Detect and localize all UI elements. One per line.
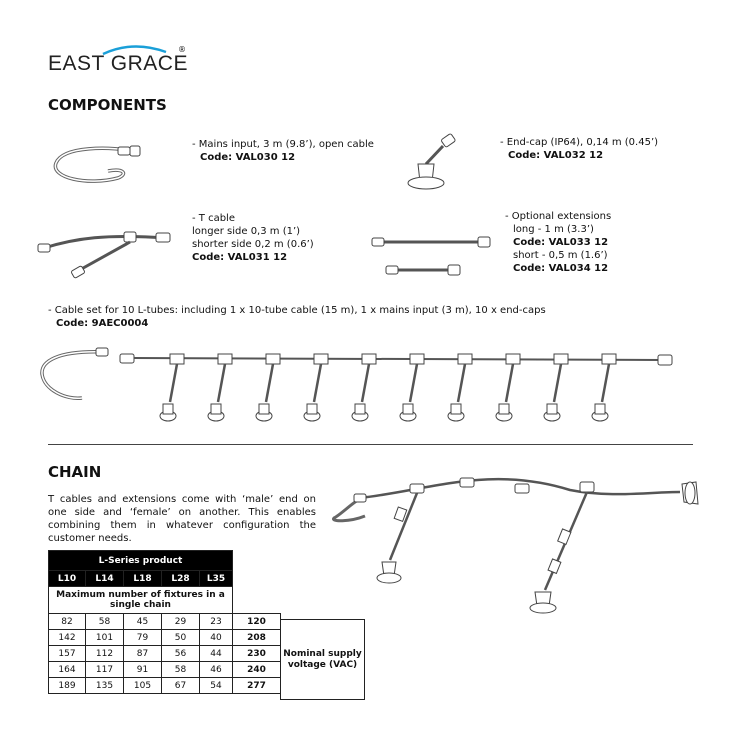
voltage-cell: 230 <box>233 646 281 662</box>
chain-paragraph: T cables and extensions come with ‘male’ end on one side and ‘female’ on another. This enables combining them in whatever configuration the customer needs. <box>48 494 316 544</box>
voltage-cell: 240 <box>233 662 281 678</box>
table-cell: 58 <box>86 614 124 630</box>
table-row <box>49 630 281 646</box>
extensions-illustration <box>370 230 495 280</box>
t-cable-illustration <box>36 220 176 280</box>
product-title-row <box>49 551 281 571</box>
product-header: L35 <box>200 571 233 587</box>
table-cell: 87 <box>124 646 162 662</box>
extensions-short: short - 0,5 m (1.6’) <box>513 250 608 261</box>
section-divider <box>48 444 693 445</box>
product-header: L18 <box>124 571 162 587</box>
table-cell: 54 <box>200 678 233 694</box>
table-cell: 142 <box>49 630 86 646</box>
cable-set-spec <box>48 304 546 330</box>
extensions-long-code: Code: VAL033 12 <box>513 237 609 248</box>
end-cap-desc: - End-cap (IP64), 0,14 m (0.45’) <box>500 137 659 148</box>
table-row <box>49 614 281 630</box>
table-cell: 29 <box>162 614 200 630</box>
table-cell: 117 <box>86 662 124 678</box>
mains-input-desc: - Mains input, 3 m (9.8’), open cable <box>192 139 374 150</box>
voltage-cell: 208 <box>233 630 281 646</box>
l-series-table <box>48 550 281 694</box>
table-cell: 101 <box>86 630 124 646</box>
cable-set-desc: - Cable set for 10 L-tubes: including 1 x 10-tube cable (15 m), 1 x mains input (3 m), 10 x end-caps <box>48 305 546 316</box>
t-cable-code: Code: VAL031 12 <box>192 252 288 263</box>
table-cell: 23 <box>200 614 233 630</box>
table-cell: 105 <box>124 678 162 694</box>
table-cell: 50 <box>162 630 200 646</box>
table-row <box>49 662 281 678</box>
table-cell: 157 <box>49 646 86 662</box>
extensions-desc: - Optional extensions <box>505 211 612 222</box>
table-cell: 164 <box>49 662 86 678</box>
table-cell: 189 <box>49 678 86 694</box>
product-header: L28 <box>162 571 200 587</box>
table-row <box>49 678 281 694</box>
extensions-short-code: Code: VAL034 12 <box>513 263 609 274</box>
t-cable-line2: shorter side 0,2 m (0.6’) <box>192 239 314 250</box>
table-cell: 112 <box>86 646 124 662</box>
components-heading: COMPONENTS <box>48 96 167 114</box>
table-cell: 91 <box>124 662 162 678</box>
brand-logo <box>48 42 198 76</box>
voltage-cell: 120 <box>233 614 281 630</box>
mains-input-spec <box>192 138 374 164</box>
table-cell: 56 <box>162 646 200 662</box>
table-cell: 40 <box>200 630 233 646</box>
table-subtitle: Maximum number of fixtures in a single chain <box>49 587 233 614</box>
nominal-voltage-label: Nominal supply voltage (VAC) <box>280 619 365 700</box>
t-cable-spec <box>192 212 314 264</box>
end-cap-code: Code: VAL032 12 <box>508 150 604 161</box>
table-cell: 82 <box>49 614 86 630</box>
mains-input-code: Code: VAL030 12 <box>200 152 296 163</box>
table-cell: 79 <box>124 630 162 646</box>
cable-set-code: Code: 9AEC0004 <box>56 318 149 329</box>
end-cap-spec <box>500 136 658 162</box>
l-series-grid <box>48 550 281 694</box>
t-cable-desc: - T cable <box>192 213 235 224</box>
table-cell: 44 <box>200 646 233 662</box>
cable-set-illustration <box>36 342 696 437</box>
extensions-long: long - 1 m (3.3’) <box>513 224 594 235</box>
registered-mark: ® <box>178 45 186 54</box>
t-cable-line1: longer side 0,3 m (1’) <box>192 226 301 237</box>
table-cell: 58 <box>162 662 200 678</box>
product-title: L-Series product <box>49 551 233 571</box>
product-header: L14 <box>86 571 124 587</box>
logo-text: EAST GRACE <box>48 52 188 75</box>
voltage-cell: 277 <box>233 678 281 694</box>
table-row <box>49 646 281 662</box>
table-cell: 135 <box>86 678 124 694</box>
table-cell: 45 <box>124 614 162 630</box>
extensions-spec <box>505 210 611 275</box>
cable-set-drops <box>160 354 616 421</box>
mains-input-illustration <box>48 138 188 198</box>
product-header: L10 <box>49 571 86 587</box>
subtitle-row <box>49 587 281 614</box>
end-cap-illustration <box>398 130 468 195</box>
chain-illustration <box>330 470 700 620</box>
product-header-row <box>49 571 281 587</box>
table-cell: 46 <box>200 662 233 678</box>
table-cell: 67 <box>162 678 200 694</box>
chain-heading: CHAIN <box>48 463 102 481</box>
